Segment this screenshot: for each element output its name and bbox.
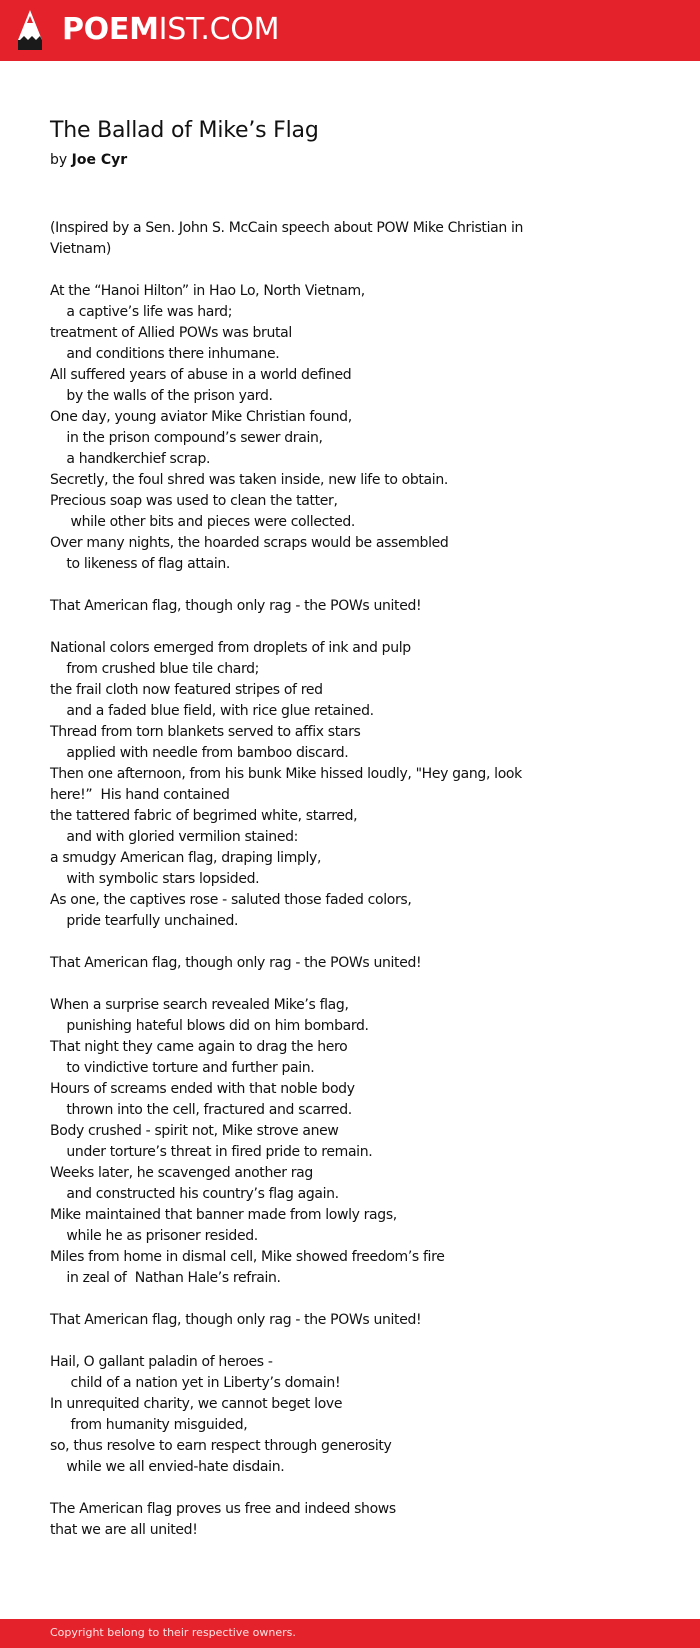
- poem-title: The Ballad of Mike’s Flag: [50, 118, 319, 143]
- poem-header: [50, 112, 610, 170]
- pencil-icon[interactable]: [16, 10, 44, 50]
- footer: [0, 1619, 700, 1648]
- byline: [50, 150, 610, 170]
- author-name[interactable]: Joe Cyr: [71, 152, 128, 168]
- logo-light-text: IST.COM: [158, 12, 280, 47]
- top-bar: [0, 0, 700, 61]
- by-label: by: [50, 152, 68, 168]
- copyright-text: Copyright belong to their respective owners.: [50, 1626, 296, 1639]
- site-logo[interactable]: [62, 10, 279, 50]
- logo-bold-text: POEM: [62, 12, 159, 47]
- poem-body: (Inspired by a Sen. John S. McCain speech about POW Mike Christian in Vietnam) At the “Hanoi Hilton” in Hao Lo, North Vietnam, a captive’s life was hard; treatment of Allied POWs was brutal and conditions there inhumane. All suffered years of abuse in a world defined by the walls of the prison yard. One day, young aviator Mike Christian found, in the prison compound’s sewer drain, a handkerchief scrap. Secretly, the foul shred was taken inside, new life to obtain. Precious soap was used to clean the tatter, while other bits and pieces were collected. Over many nights, the hoarded scraps would be assembled to likeness of flag attain. That American flag, though only rag - the POWs united! National colors emerged from droplets of ink and pulp from crushed blue tile chard; the frail cloth now featured stripes of red and a faded blue field, with rice glue retained. Thread from torn blankets served to affix stars applied with needle from bamboo discard. Then one afternoon, from his bunk Mike hissed loudly, "Hey gang, look here!” His hand contained the tattered fabric of begrimed white, starred, and with gloried vermilion stained: a smudgy American flag, draping limply, with symbolic stars lopsided. As one, the captives rose - saluted those faded colors, pride tearfully unchained. That American flag, though only rag - the POWs united! When a surprise search revealed Mike’s flag, punishing hateful blows did on him bombard. That night they came again to drag the hero to vindictive torture and further pain. Hours of screams ended with that noble body thrown into the cell, fractured and scarred. Body crushed - spirit not, Mike strove anew under torture’s threat in fired pride to remain. Weeks later, he scavenged another rag and constructed his country’s flag again. Mike maintained that banner made from lowly rags, while he as prisoner resided. Miles from home in dismal cell, Mike showed freedom’s fire in zeal of Nathan Hale’s refrain. That American flag, though only rag - the POWs united! Hail, O gallant paladin of heroes - child of a nation yet in Liberty’s domain! In unrequited charity, we cannot beget love from humanity misguided, so, thus resolve to earn respect through generosity while we all envied-hate disdain. The American flag proves us free and indeed shows that we are all united!: [50, 220, 524, 1538]
